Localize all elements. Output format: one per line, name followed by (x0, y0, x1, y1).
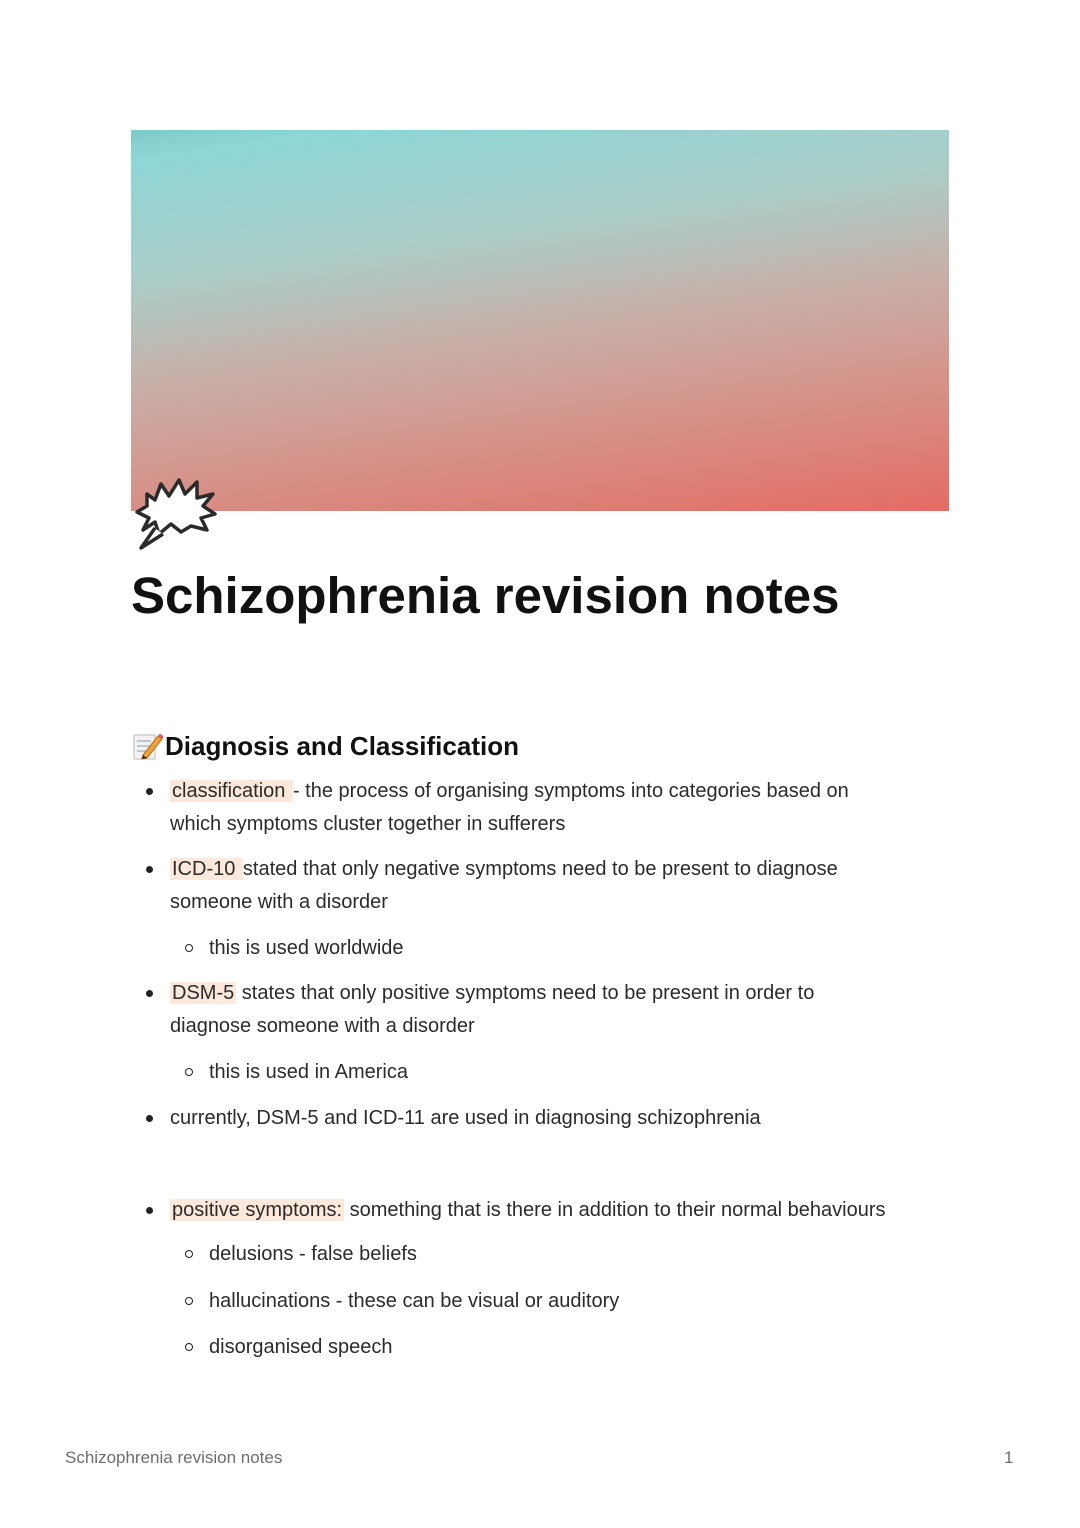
bullet-circle (185, 944, 193, 952)
sub-list-item-text: delusions - false beliefs (209, 1243, 417, 1265)
list-item-continuation: which symptoms cluster together in sufferers (170, 813, 566, 835)
bullet-dot (146, 1207, 153, 1214)
sub-list-item-text: disorganised speech (209, 1336, 393, 1358)
list-item-text: something that is there in addition to their normal behaviours (344, 1199, 886, 1221)
bullet-circle (185, 1297, 193, 1305)
highlighted-term: classification (172, 780, 291, 802)
list-item-continuation: someone with a disorder (170, 891, 388, 913)
highlighted-term: positive symptoms: (172, 1199, 343, 1221)
bullet-dot (146, 788, 153, 795)
list-item (170, 853, 838, 886)
bullet-circle (185, 1068, 193, 1076)
list-item (170, 1194, 885, 1227)
list-item (170, 977, 814, 1010)
list-item-text: currently, DSM-5 and ICD-11 are used in diagnosing schizophrenia (170, 1107, 761, 1129)
bullet-dot (146, 1115, 153, 1122)
sub-list-item (209, 1285, 619, 1318)
section-heading-text: Diagnosis and Classification (165, 730, 519, 761)
sub-list-item (209, 1238, 417, 1271)
sub-list-item-text: this is used worldwide (209, 937, 404, 959)
footer-doc-title: Schizophrenia revision notes (65, 1448, 283, 1467)
speech-burst-icon (133, 472, 217, 552)
list-item (170, 1102, 761, 1135)
bullet-circle (185, 1343, 193, 1351)
highlighted-term: DSM-5 (172, 982, 235, 1004)
sub-list-item-text: this is used in America (209, 1061, 408, 1083)
bullet-dot (146, 866, 153, 873)
highlighted-term: ICD-10 (172, 858, 241, 880)
bullet-dot (146, 990, 153, 997)
section-heading (131, 730, 519, 762)
list-item (170, 775, 849, 808)
memo-pencil-icon (131, 730, 163, 762)
sub-list-item (209, 1331, 392, 1364)
list-item-text: stated that only negative symptoms need to be present to diagnose (242, 858, 838, 880)
cover-image (131, 130, 949, 511)
page-title: Schizophrenia revision notes (131, 567, 840, 624)
sub-list-item (209, 932, 404, 965)
list-item-text: - the process of organising symptoms into categories based on (292, 780, 849, 802)
sub-list-item-text: hallucinations - these can be visual or auditory (209, 1290, 620, 1312)
bullet-circle (185, 1250, 193, 1258)
sub-list-item (209, 1056, 408, 1089)
list-item-text: states that only positive symptoms need to be present in order to (236, 982, 815, 1004)
list-item-continuation: diagnose someone with a disorder (170, 1015, 475, 1037)
footer-page-number: 1 (1004, 1448, 1014, 1467)
